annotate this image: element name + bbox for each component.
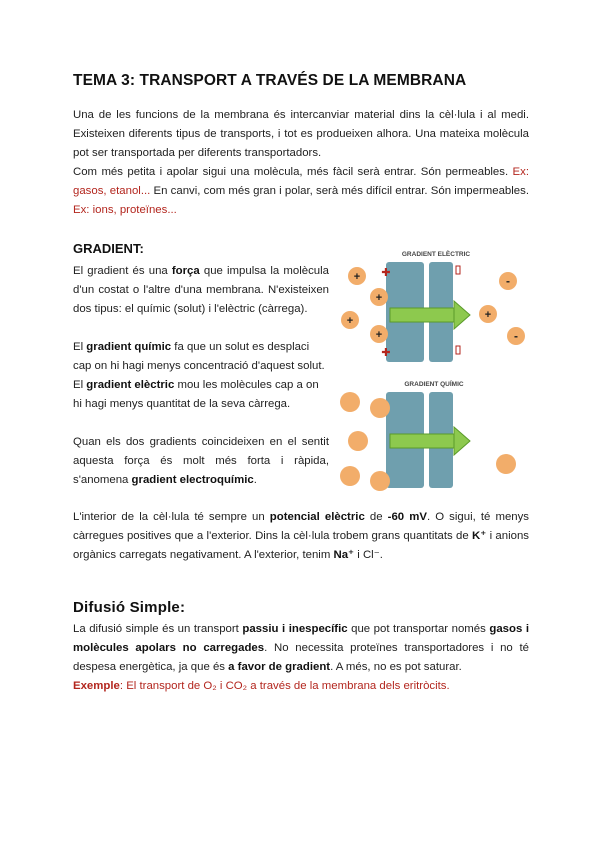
electric-gradient-figure: [338, 246, 538, 366]
difusio-example: Exemple: El transport de O₂ i CO₂ a través de la membrana dels eritròcits.: [73, 680, 450, 692]
svg-text:+: +: [346, 315, 354, 327]
svg-text:+: +: [484, 309, 492, 321]
solute-molecule: [340, 466, 360, 486]
positive-ion: [348, 267, 366, 285]
electric-gradient-label: GRADIENT ELÈCTRIC: [401, 251, 471, 258]
solute-molecule: [340, 392, 360, 412]
svg-text:+: +: [353, 271, 361, 283]
positive-ion: [479, 305, 497, 323]
example-impermeable: Ex: ions, proteïnes...: [73, 204, 177, 216]
solute-molecule: [496, 454, 516, 474]
chemical-gradient-text: El gradient químic fa que un solut es desplaci cap on hi hagi menys concentració d'aquest solut. El gradient elèctric mou les molècules cap a on hi hagi menys quantitat de la seva càrrega.: [73, 341, 325, 410]
positive-ion: [370, 325, 388, 343]
chemical-gradient-figure: [338, 376, 538, 496]
solute-molecule: [348, 431, 368, 451]
page-title: TEMA 3: TRANSPORT A TRAVÉS DE LA MEMBRANA: [73, 72, 467, 89]
example-label: Exemple: [73, 680, 120, 692]
solute-molecule: [370, 398, 390, 418]
negative-charge-marker: [456, 346, 460, 354]
svg-text:+: +: [375, 329, 383, 341]
membrane-potential-text: L'interior de la cèl·lula té sempre un potencial elèctric de -60 mV. O sigui, té menys càrregues positives que a l'exterior. Dins la cèl·lula trobem grans quantitats de K⁺ i anions orgànics carregats negativament. A l'exterior, tenim Na⁺ i Cl⁻.: [73, 511, 530, 561]
difusio-heading: Difusió Simple:: [73, 599, 186, 616]
electrochemical-text: Quan els dos gradients coincideixen en el sentit aquesta força és molt més forta i ràpida, s'anomena gradient electroquímic.: [73, 436, 329, 486]
positive-charge-marker: ✚: [381, 347, 391, 359]
positive-ion: [370, 288, 388, 306]
example-permeable: Ex: gasos, etanol...: [73, 166, 529, 197]
svg-text:-: -: [506, 274, 510, 288]
positive-charge-marker: ✚: [381, 267, 391, 279]
difusio-paragraph: La difusió simple és un transport passiu i inespecífic que pot transportar només gasos i molècules apolars no carregades. No necessita proteïnes transportadores i no té despesa energètica, ja que és a favor de gradient. A més, no es pot saturar.: [73, 623, 529, 673]
svg-text:+: +: [375, 292, 383, 304]
positive-ion: [341, 311, 359, 329]
negative-ion: [507, 327, 525, 345]
chemical-gradient-label: GRADIENT QUÍMIC: [404, 381, 464, 388]
negative-charge-marker: [456, 266, 460, 274]
intro-paragraph: Una de les funcions de la membrana és intercanviar material dins la cèl·lula i al medi. Existeixen diferents tipus de transports, i tot es produeixen alhora. Una mateixa molècula pot ser transportada per diferents transportadors. Com més petita i apolar sigui una molècula, més fàcil serà entrar. Són permeables. Ex: gasos, etanol... En canvi, com més gran i polar, serà més difícil entrar. Són impermeables. Ex: ions, proteïnes...: [73, 109, 529, 216]
solute-molecule: [370, 471, 390, 491]
svg-text:-: -: [514, 329, 518, 343]
negative-ion: [499, 272, 517, 290]
gradient-definition: El gradient és una força que impulsa la molècula d'un costat o l'altre d'una membrana. N'existeixen dos tipus: el químic (solut) i l'elèctric (càrrega).: [73, 265, 329, 315]
gradient-heading: GRADIENT:: [73, 241, 144, 256]
